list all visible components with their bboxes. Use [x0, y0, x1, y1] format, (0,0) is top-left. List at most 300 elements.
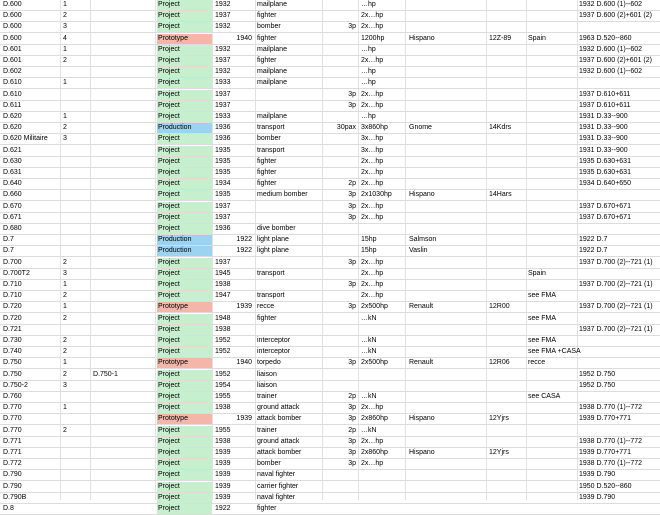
- cell-count[interactable]: [62, 202, 83, 212]
- cell-status[interactable]: Project: [157, 482, 212, 492]
- cell-notes[interactable]: [578, 314, 660, 324]
- cell-seats[interactable]: [325, 168, 356, 178]
- cell-role[interactable]: transport: [257, 146, 285, 154]
- cell-seats[interactable]: [325, 325, 356, 335]
- cell-engine-make[interactable]: [408, 134, 457, 144]
- cell-power[interactable]: 2x…hp: [361, 404, 384, 412]
- cell-role[interactable]: ground attack: [257, 404, 300, 412]
- cell-alt[interactable]: [92, 448, 153, 458]
- cell-power[interactable]: 1200hp: [361, 34, 385, 42]
- cell-count[interactable]: 1: [63, 281, 67, 288]
- cell-engine-make[interactable]: [408, 101, 457, 111]
- cell-status[interactable]: Production: [157, 123, 212, 133]
- cell-status[interactable]: Project: [157, 347, 212, 357]
- cell-power[interactable]: …hp: [361, 79, 376, 87]
- cell-status[interactable]: Project: [157, 314, 212, 324]
- cell-engine-make[interactable]: [408, 179, 457, 189]
- cell-year-b[interactable]: [229, 67, 252, 77]
- cell-model[interactable]: D.610: [3, 79, 22, 87]
- cell-power[interactable]: …kN: [361, 393, 377, 400]
- cell-count[interactable]: 2: [63, 12, 67, 20]
- cell-engine-make[interactable]: [408, 403, 457, 413]
- cell-engine-make[interactable]: [408, 291, 457, 301]
- cell-seats[interactable]: 3p: [348, 90, 356, 98]
- cell-engine[interactable]: [488, 381, 527, 391]
- cell-power[interactable]: …kN: [361, 426, 377, 434]
- cell-engine[interactable]: [488, 56, 527, 66]
- cell-engine[interactable]: [488, 504, 527, 514]
- cell-engine[interactable]: [488, 112, 527, 122]
- cell-count[interactable]: [62, 493, 83, 503]
- table-row[interactable]: [0, 504, 660, 515]
- cell-count[interactable]: [62, 414, 83, 424]
- cell-power[interactable]: …kN: [361, 337, 377, 344]
- cell-alt[interactable]: [92, 392, 153, 402]
- table-row[interactable]: [0, 168, 660, 179]
- cell-notes[interactable]: 1932 D.600 (1)--602: [579, 1, 643, 8]
- cell-country[interactable]: [527, 22, 578, 32]
- cell-engine[interactable]: [488, 392, 527, 402]
- cell-seats[interactable]: [325, 504, 356, 514]
- cell-engine[interactable]: [488, 78, 527, 88]
- cell-year-b[interactable]: [229, 101, 252, 111]
- cell-power[interactable]: 2x860hp: [361, 449, 388, 456]
- cell-power[interactable]: 3x…hp: [361, 135, 384, 143]
- cell-year-a[interactable]: 1937: [215, 258, 231, 266]
- cell-engine[interactable]: [488, 45, 527, 55]
- cell-status[interactable]: Project: [157, 56, 212, 66]
- cell-year-a[interactable]: 1938: [215, 281, 231, 288]
- cell-notes[interactable]: [578, 504, 660, 514]
- cell-count[interactable]: [62, 392, 83, 402]
- cell-model[interactable]: D.790B: [3, 493, 27, 501]
- cell-country[interactable]: [527, 448, 578, 458]
- cell-engine-make[interactable]: [408, 504, 457, 514]
- cell-year-a[interactable]: 1954: [215, 381, 231, 389]
- cell-alt[interactable]: [92, 258, 153, 268]
- table-row[interactable]: [0, 101, 660, 112]
- cell-year-a[interactable]: 1947: [215, 292, 231, 300]
- cell-count[interactable]: [62, 67, 83, 77]
- cell-year-a[interactable]: 1945: [215, 269, 231, 277]
- cell-seats[interactable]: 30pax: [336, 124, 356, 132]
- cell-model[interactable]: D.610: [3, 90, 22, 98]
- cell-seats[interactable]: [325, 493, 356, 503]
- cell-status[interactable]: Project: [157, 179, 212, 189]
- cell-country[interactable]: [527, 426, 578, 436]
- cell-count[interactable]: [62, 246, 83, 256]
- cell-engine-make[interactable]: [408, 493, 457, 503]
- cell-alt[interactable]: [92, 22, 153, 32]
- cell-engine-make[interactable]: [408, 224, 457, 234]
- cell-status[interactable]: Project: [157, 90, 212, 100]
- cell-notes[interactable]: 1937 D.700 (2)--721 (1): [579, 258, 653, 266]
- table-row[interactable]: [0, 112, 660, 123]
- cell-year-a[interactable]: 1952: [215, 337, 231, 344]
- cell-country[interactable]: recce: [528, 359, 546, 367]
- cell-year-b[interactable]: [229, 470, 252, 480]
- cell-notes[interactable]: [578, 269, 660, 279]
- cell-country[interactable]: [527, 258, 578, 268]
- cell-notes[interactable]: 1932 D.600 (1)--602: [579, 68, 643, 76]
- cell-engine[interactable]: [488, 246, 527, 256]
- cell-count[interactable]: 1: [63, 303, 67, 311]
- cell-year-a[interactable]: 1939: [215, 493, 231, 501]
- cell-engine-make[interactable]: Hispano: [409, 415, 435, 423]
- table-row[interactable]: [0, 123, 660, 134]
- cell-seats[interactable]: 2p: [348, 426, 356, 434]
- cell-year-b[interactable]: [229, 448, 252, 458]
- cell-model[interactable]: D.771: [3, 449, 22, 456]
- cell-year-b[interactable]: [229, 45, 252, 55]
- cell-role[interactable]: attack bomber: [257, 449, 302, 456]
- cell-role[interactable]: fighter: [257, 314, 277, 322]
- cell-alt[interactable]: [92, 179, 153, 189]
- cell-engine-make[interactable]: [408, 325, 457, 335]
- table-row[interactable]: [0, 90, 660, 101]
- table-row[interactable]: [0, 157, 660, 168]
- cell-status[interactable]: Project: [157, 381, 212, 391]
- cell-model[interactable]: D.750: [3, 370, 22, 378]
- cell-year-b[interactable]: [229, 179, 252, 189]
- cell-year-b[interactable]: [229, 146, 252, 156]
- cell-year-a[interactable]: 1938: [215, 404, 231, 412]
- table-row[interactable]: [0, 45, 660, 56]
- cell-role[interactable]: torpedo: [257, 359, 281, 367]
- cell-country[interactable]: [527, 224, 578, 234]
- cell-role[interactable]: fighter: [257, 57, 277, 64]
- cell-notes[interactable]: 1952 D.750: [579, 381, 616, 389]
- cell-engine[interactable]: 14Kdrs: [489, 124, 512, 132]
- cell-power[interactable]: [360, 504, 403, 514]
- cell-model[interactable]: D.721: [3, 325, 22, 333]
- cell-count[interactable]: [62, 179, 83, 189]
- cell-status[interactable]: Project: [157, 437, 212, 447]
- cell-year-a[interactable]: 1939: [215, 449, 231, 456]
- cell-notes[interactable]: [578, 392, 660, 402]
- cell-engine-make[interactable]: [408, 22, 457, 32]
- cell-power[interactable]: 2x…hp: [361, 258, 384, 266]
- cell-model[interactable]: D.700: [3, 258, 22, 266]
- cell-count[interactable]: 3: [63, 269, 67, 277]
- table-row[interactable]: [0, 459, 660, 470]
- cell-year-b[interactable]: [229, 347, 252, 357]
- cell-engine[interactable]: [488, 67, 527, 77]
- cell-notes[interactable]: 1937 D.600 (2)+601 (2): [579, 12, 652, 20]
- cell-alt[interactable]: [92, 314, 153, 324]
- cell-seats[interactable]: [325, 314, 356, 324]
- cell-engine-make[interactable]: Hispano: [409, 449, 435, 456]
- cell-count[interactable]: [62, 325, 83, 335]
- cell-seats[interactable]: [325, 347, 356, 357]
- cell-power[interactable]: …hp: [361, 45, 376, 53]
- cell-alt[interactable]: [92, 403, 153, 413]
- table-row[interactable]: [0, 336, 660, 347]
- cell-country[interactable]: [527, 325, 578, 335]
- cell-year-b[interactable]: [229, 213, 252, 223]
- cell-model[interactable]: D.760: [3, 393, 22, 400]
- cell-year-b[interactable]: [229, 482, 252, 492]
- cell-alt[interactable]: [92, 336, 153, 346]
- cell-seats[interactable]: 3p: [348, 437, 356, 445]
- table-row[interactable]: [0, 347, 660, 358]
- cell-alt[interactable]: [92, 134, 153, 144]
- cell-alt[interactable]: [92, 67, 153, 77]
- cell-power[interactable]: 2x…hp: [361, 57, 384, 64]
- cell-seats[interactable]: 2p: [348, 393, 356, 400]
- cell-engine-make[interactable]: [408, 45, 457, 55]
- cell-count[interactable]: [62, 470, 83, 480]
- cell-power[interactable]: …hp: [361, 68, 376, 76]
- cell-count[interactable]: 3: [63, 135, 67, 143]
- cell-year-b[interactable]: [229, 157, 252, 167]
- cell-model[interactable]: D.611: [3, 101, 22, 109]
- cell-alt[interactable]: [92, 280, 153, 290]
- cell-model[interactable]: D.7: [3, 236, 14, 244]
- cell-count[interactable]: 1: [63, 404, 67, 412]
- cell-model[interactable]: D.700T2: [3, 269, 30, 277]
- cell-engine-make[interactable]: [408, 336, 457, 346]
- cell-engine[interactable]: [488, 493, 527, 503]
- cell-engine-make[interactable]: Gnome: [409, 124, 432, 132]
- cell-year-b[interactable]: [229, 202, 252, 212]
- cell-alt[interactable]: [92, 112, 153, 122]
- cell-role[interactable]: interceptor: [257, 348, 291, 356]
- cell-power[interactable]: [360, 470, 403, 480]
- cell-year-a[interactable]: 1937: [215, 90, 231, 98]
- cell-engine-make[interactable]: [408, 168, 457, 178]
- cell-role[interactable]: dive bomber: [257, 225, 296, 232]
- cell-count[interactable]: [62, 437, 83, 447]
- cell-notes[interactable]: 1937 D.670+671: [579, 213, 631, 221]
- cell-alt[interactable]: [92, 78, 153, 88]
- table-row[interactable]: [0, 291, 660, 302]
- cell-power[interactable]: 2x…hp: [361, 202, 384, 210]
- cell-engine-make[interactable]: [408, 56, 457, 66]
- cell-count[interactable]: [62, 168, 83, 178]
- table-row[interactable]: [0, 370, 660, 381]
- cell-country[interactable]: [527, 11, 578, 21]
- cell-count[interactable]: 3: [63, 23, 67, 31]
- cell-status[interactable]: Project: [157, 258, 212, 268]
- cell-engine[interactable]: [488, 437, 527, 447]
- cell-country[interactable]: [527, 101, 578, 111]
- cell-power[interactable]: 2x…hp: [361, 292, 384, 300]
- cell-model[interactable]: D.771: [3, 437, 22, 445]
- cell-role[interactable]: attack bomber: [257, 415, 302, 423]
- cell-seats[interactable]: 3p: [348, 202, 356, 210]
- cell-count[interactable]: 2: [63, 292, 67, 300]
- cell-engine[interactable]: [488, 213, 527, 223]
- cell-seats[interactable]: [325, 269, 356, 279]
- cell-alt[interactable]: [92, 470, 153, 480]
- cell-year-b[interactable]: [229, 78, 252, 88]
- cell-country[interactable]: [527, 134, 578, 144]
- cell-engine-make[interactable]: [408, 213, 457, 223]
- cell-seats[interactable]: [325, 67, 356, 77]
- cell-alt[interactable]: [92, 358, 153, 368]
- cell-country[interactable]: [527, 437, 578, 447]
- table-row[interactable]: [0, 269, 660, 280]
- cell-country[interactable]: [527, 67, 578, 77]
- cell-role[interactable]: liaison: [257, 381, 277, 389]
- cell-year-a[interactable]: 1952: [215, 348, 231, 356]
- cell-model[interactable]: D.660: [3, 191, 22, 199]
- cell-engine-make[interactable]: [408, 482, 457, 492]
- cell-notes[interactable]: 1938 D.770 (1)--772: [579, 437, 643, 445]
- cell-notes[interactable]: 1938 D.770 (1)--772: [579, 460, 643, 468]
- cell-year-a[interactable]: 1939: [215, 460, 231, 468]
- cell-alt[interactable]: [92, 213, 153, 223]
- cell-status[interactable]: Project: [157, 112, 212, 122]
- cell-model[interactable]: D.720: [3, 314, 22, 322]
- cell-model[interactable]: D.750-2: [3, 381, 28, 389]
- cell-status[interactable]: Project: [157, 448, 212, 458]
- cell-seats[interactable]: [325, 112, 356, 122]
- cell-count[interactable]: 1: [63, 79, 67, 87]
- cell-seats[interactable]: [325, 235, 356, 245]
- cell-country[interactable]: [527, 179, 578, 189]
- cell-year-b[interactable]: [229, 123, 252, 133]
- cell-power[interactable]: 2x…hp: [361, 12, 384, 20]
- cell-notes[interactable]: 1931 D.33--900: [579, 135, 628, 143]
- cell-count[interactable]: [62, 101, 83, 111]
- cell-alt[interactable]: [92, 381, 153, 391]
- cell-year-a[interactable]: 1937: [215, 12, 231, 20]
- cell-country[interactable]: [527, 246, 578, 256]
- cell-role[interactable]: fighter: [257, 34, 277, 42]
- cell-country[interactable]: [527, 504, 578, 514]
- cell-model[interactable]: D.772: [3, 460, 22, 468]
- cell-status[interactable]: Project: [157, 157, 212, 167]
- cell-country[interactable]: [527, 56, 578, 66]
- cell-year-a[interactable]: 1939: [215, 482, 231, 490]
- cell-engine-make[interactable]: [408, 392, 457, 402]
- cell-role[interactable]: naval fighter: [257, 471, 296, 479]
- cell-status[interactable]: Project: [157, 459, 212, 469]
- cell-engine-make[interactable]: [408, 146, 457, 156]
- cell-country[interactable]: [527, 123, 578, 133]
- cell-seats[interactable]: [325, 157, 356, 167]
- cell-model[interactable]: D.600: [3, 23, 22, 31]
- table-row[interactable]: [0, 78, 660, 89]
- cell-model[interactable]: D.640: [3, 180, 22, 188]
- cell-engine-make[interactable]: [408, 90, 457, 100]
- cell-model[interactable]: D.7: [3, 247, 14, 255]
- cell-power[interactable]: [360, 370, 403, 380]
- cell-role[interactable]: fighter: [257, 169, 277, 176]
- cell-power[interactable]: 2x…hp: [361, 180, 384, 188]
- cell-power[interactable]: 2x…hp: [361, 437, 384, 445]
- cell-country[interactable]: [527, 90, 578, 100]
- cell-notes[interactable]: 1939 D.790: [579, 471, 616, 479]
- cell-alt[interactable]: [92, 11, 153, 21]
- cell-power[interactable]: [360, 493, 403, 503]
- table-row[interactable]: [0, 34, 660, 45]
- cell-notes[interactable]: 1937 D.700 (2)--721 (1): [579, 325, 653, 333]
- cell-engine[interactable]: [488, 347, 527, 357]
- cell-seats[interactable]: 3p: [348, 404, 356, 412]
- cell-year-b[interactable]: 1939: [236, 415, 252, 423]
- cell-alt[interactable]: [92, 0, 153, 10]
- cell-alt[interactable]: D.750-1: [93, 370, 118, 378]
- cell-year-a[interactable]: 1934: [215, 180, 231, 188]
- cell-notes[interactable]: 1939 D.770+771: [579, 415, 631, 423]
- cell-model[interactable]: D.730: [3, 337, 22, 344]
- cell-role[interactable]: mailplane: [257, 1, 287, 8]
- table-row[interactable]: [0, 190, 660, 201]
- cell-notes[interactable]: 1934 D.640+650: [579, 180, 631, 188]
- table-row[interactable]: [0, 482, 660, 493]
- cell-power[interactable]: …kN: [361, 348, 377, 356]
- cell-engine[interactable]: 12Yjrs: [489, 415, 509, 423]
- cell-power[interactable]: 2x…hp: [361, 460, 384, 468]
- cell-count[interactable]: 1: [63, 1, 67, 8]
- table-row[interactable]: [0, 224, 660, 235]
- cell-status[interactable]: Project: [157, 392, 212, 402]
- table-row[interactable]: [0, 314, 660, 325]
- cell-status[interactable]: Prototype: [157, 414, 212, 424]
- cell-year-a[interactable]: 1922: [215, 505, 231, 512]
- cell-year-b[interactable]: 1940: [236, 359, 252, 367]
- cell-status[interactable]: Project: [157, 470, 212, 480]
- cell-engine[interactable]: [488, 403, 527, 413]
- cell-country[interactable]: see FMA +CASA: [528, 348, 581, 356]
- cell-engine-make[interactable]: [408, 280, 457, 290]
- cell-notes[interactable]: 1937 D.670+671: [579, 202, 631, 210]
- cell-alt[interactable]: [92, 504, 153, 514]
- cell-count[interactable]: 1: [63, 359, 67, 367]
- cell-alt[interactable]: [92, 168, 153, 178]
- cell-role[interactable]: light plane: [257, 247, 289, 255]
- cell-year-a[interactable]: 1938: [215, 437, 231, 445]
- cell-alt[interactable]: [92, 90, 153, 100]
- cell-engine[interactable]: 12R00: [489, 303, 510, 311]
- cell-year-b[interactable]: [229, 291, 252, 301]
- table-row[interactable]: [0, 302, 660, 313]
- cell-status[interactable]: Production: [157, 235, 212, 245]
- cell-country[interactable]: [527, 146, 578, 156]
- cell-role[interactable]: liaison: [257, 370, 277, 378]
- cell-alt[interactable]: [92, 101, 153, 111]
- cell-engine[interactable]: [488, 370, 527, 380]
- cell-notes[interactable]: 1952 D.750: [579, 370, 616, 378]
- cell-model[interactable]: D.740: [3, 348, 22, 356]
- cell-status[interactable]: Prototype: [157, 358, 212, 368]
- cell-model[interactable]: D.710: [3, 281, 22, 288]
- cell-engine[interactable]: [488, 22, 527, 32]
- cell-year-a[interactable]: 1935: [215, 191, 231, 199]
- cell-count[interactable]: [62, 235, 83, 245]
- cell-alt[interactable]: [92, 157, 153, 167]
- cell-engine-make[interactable]: [408, 314, 457, 324]
- cell-country[interactable]: [527, 78, 578, 88]
- cell-alt[interactable]: [92, 269, 153, 279]
- cell-role[interactable]: carrier fighter: [257, 482, 299, 490]
- cell-count[interactable]: 2: [63, 337, 67, 344]
- cell-status[interactable]: Project: [157, 325, 212, 335]
- cell-engine[interactable]: [488, 470, 527, 480]
- cell-seats[interactable]: [325, 134, 356, 144]
- cell-notes[interactable]: 1939 D.790: [579, 493, 616, 501]
- cell-status[interactable]: Project: [157, 426, 212, 436]
- cell-notes[interactable]: [578, 291, 660, 301]
- cell-engine[interactable]: [488, 336, 527, 346]
- cell-model[interactable]: D.8: [3, 505, 14, 512]
- cell-country[interactable]: [527, 493, 578, 503]
- table-row[interactable]: [0, 56, 660, 67]
- cell-notes[interactable]: [578, 190, 660, 200]
